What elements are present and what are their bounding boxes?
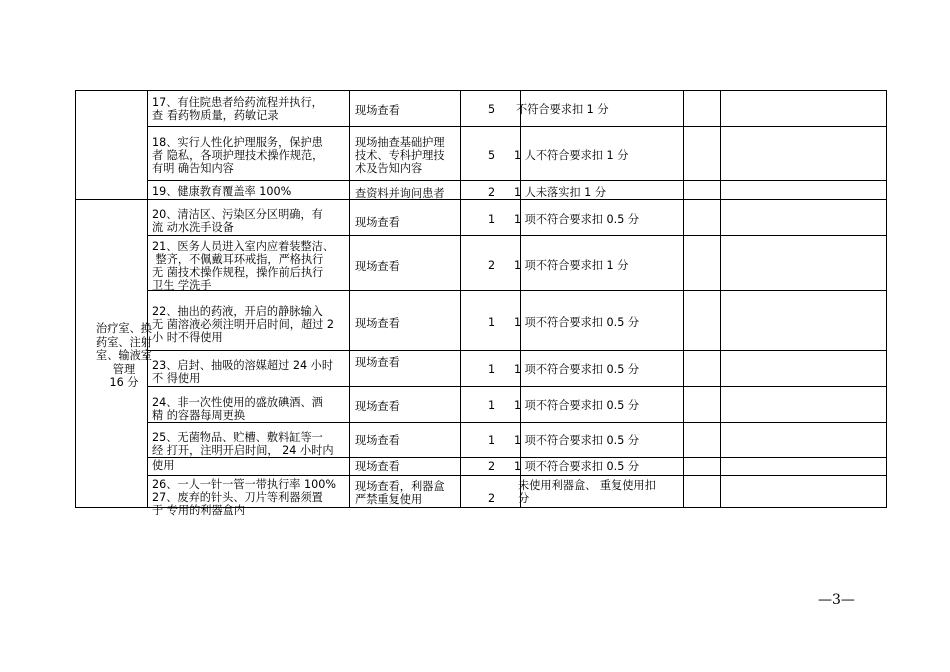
method-25-cont: 现场查看 — [355, 460, 400, 473]
deduct-24: 1 项不符合要求扣 0.5 分 — [514, 399, 640, 412]
deduct-23: 1 项不符合要求扣 0.5 分 — [514, 363, 640, 376]
deduct-17: 不符合要求扣 1 分 — [516, 103, 609, 116]
item-25-cont: 使用 — [152, 459, 175, 472]
item-17: 17、有住院患者给药流程并执行， 查 看药物质量，药敏记录 — [152, 96, 323, 122]
method-18: 现场抽查基础护理 技术、专科护理技 术及告知内容 — [355, 136, 445, 175]
deduct-21: 1 项不符合要求扣 1 分 — [514, 259, 629, 272]
deduct-25-cont: 1 项不符合要求扣 0.5 分 — [514, 460, 640, 473]
item-22: 22、抽出的药液，开启的静脉输入 无 菌溶液必须注明开启时间，超过 2 小 时不得使用 — [152, 305, 335, 344]
item-19: 19、健康教育覆盖率 100% — [152, 185, 292, 198]
method-25: 现场查看 — [355, 434, 400, 447]
method-17: 现场查看 — [355, 104, 400, 117]
method-21: 现场查看 — [355, 260, 400, 273]
category-label: 治疗室、换 药室、注射 室、输液室 管理 16 分 — [96, 322, 152, 389]
method-19: 查资料并询问患者 — [355, 187, 445, 200]
deduct-26-27: 未使用利器盒、 重复使用扣 分 — [518, 479, 656, 505]
item-18: 18、实行人性化护理服务，保护患 者 隐私，各项护理技术操作规范， 有明 确告知内容 — [152, 136, 324, 175]
score-23: 1 — [488, 363, 496, 376]
score-20: 1 — [488, 213, 496, 226]
score-25-cont: 2 — [488, 460, 496, 473]
deduct-22: 1 项不符合要求扣 0.5 分 — [514, 316, 640, 329]
item-23: 23、启封、抽吸的溶媒超过 24 小时 不 得使用 — [152, 359, 334, 385]
deduct-18: 1 人不符合要求扣 1 分 — [514, 149, 629, 162]
score-22: 1 — [488, 316, 496, 329]
score-18: 5 — [488, 149, 496, 162]
method-23: 现场查看 — [355, 356, 400, 369]
score-25: 1 — [488, 434, 496, 447]
deduct-25: 1 项不符合要求扣 0.5 分 — [514, 434, 640, 447]
method-24: 现场查看 — [355, 400, 400, 413]
method-26-27: 现场查看，利器盒 严禁重复使用 — [355, 480, 445, 506]
item-25: 25、无菌物品、贮槽、敷料缸等一 经 打开，注明开启时间， 24 小时内 — [152, 431, 334, 457]
item-26-27: 26、一人一针一管一带执行率 100% 27、废弃的针头、刀片等利器须置 于 专用的利器盒内 — [152, 478, 337, 517]
method-20: 现场查看 — [355, 216, 400, 229]
page-number: —3— — [818, 592, 855, 608]
score-26-27: 2 — [488, 492, 496, 505]
deduct-20: 1 项不符合要求扣 0.5 分 — [514, 213, 640, 226]
score-24: 1 — [488, 399, 496, 412]
score-17: 5 — [488, 103, 496, 116]
score-19: 2 — [488, 186, 496, 199]
item-24: 24、非一次性使用的盛放碘酒、酒 精 的容器每周更换 — [152, 396, 323, 422]
deduct-19: 1 人未落实扣 1 分 — [514, 186, 607, 199]
score-21: 2 — [488, 259, 496, 272]
method-22: 现场查看 — [355, 317, 400, 330]
item-21: 21、医务人员进入室内应着装整洁、 整齐，不佩戴耳环戒指，严格执行 无 菌技术操作规程，操作前后执行 卫生 学洗手 — [152, 240, 335, 292]
item-20: 20、清洁区、污染区分区明确，有 流 动水洗手设备 — [152, 208, 323, 234]
